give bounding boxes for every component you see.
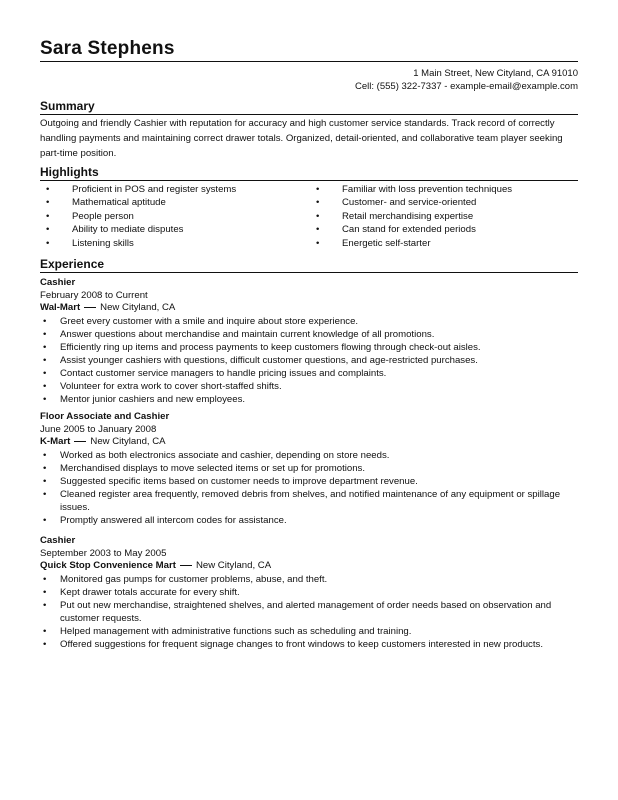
highlight-item: • Proficient in POS and register systems	[44, 183, 236, 196]
duty-item: • Cleaned register area frequently, removed debris from shelves, and notified maintenance of any equipment or spillage issues.	[40, 488, 585, 514]
duty-item: • Kept drawer totals accurate for every shift.	[40, 586, 585, 599]
dash-separator	[74, 441, 86, 442]
duty-item: • Worked as both electronics associate and cashier, depending on store needs.	[40, 449, 585, 462]
highlight-item: • Retail merchandising expertise	[314, 210, 512, 223]
highlight-item: • People person	[44, 210, 236, 223]
candidate-name: Sara Stephens	[40, 38, 175, 59]
job-location: New Cityland, CA	[90, 436, 166, 448]
duty-item: • Assist younger cashiers with questions, difficult customer questions, and age-restricted purchases.	[40, 354, 585, 367]
contact-address: 1 Main Street, New Cityland, CA 91010	[413, 68, 578, 79]
duty-item: • Suggested specific items based on customer needs to improve department revenue.	[40, 475, 585, 488]
duty-item: • Volunteer for extra work to cover short-staffed shifts.	[40, 380, 585, 393]
duty-item: • Mentor junior cashiers and new employees.	[40, 393, 585, 406]
duty-item: • Offered suggestions for frequent signage changes to front windows to keep customers interested in new products.	[40, 638, 585, 651]
job-duties	[40, 315, 585, 406]
job-dates: September 2003 to May 2005	[40, 547, 167, 559]
job-title: Cashier	[40, 277, 76, 288]
duty-item: • Promptly answered all intercom codes for assistance.	[40, 514, 585, 527]
highlight-item: • Ability to mediate disputes	[44, 223, 236, 236]
job-dates: June 2005 to January 2008	[40, 423, 157, 435]
duty-item: • Helped management with administrative functions such as scheduling and training.	[40, 625, 585, 638]
duty-item: • Greet every customer with a smile and inquire about store experience.	[40, 315, 585, 328]
highlights-rule	[40, 180, 578, 181]
highlight-item: • Can stand for extended periods	[314, 223, 512, 236]
highlights-heading: Highlights	[40, 165, 99, 179]
job-entry	[40, 411, 585, 527]
job-title: Floor Associate and Cashier	[40, 411, 170, 422]
duty-item: • Efficiently ring up items and process payments to keep customers flowing through check-out aisles.	[40, 341, 585, 354]
job-company-line	[40, 436, 585, 449]
experience-heading: Experience	[40, 257, 105, 271]
highlights-left-list	[44, 183, 236, 250]
job-company-line	[40, 560, 585, 573]
job-company: Wal-Mart	[40, 302, 81, 314]
summary-rule	[40, 114, 578, 115]
summary-text: Outgoing and friendly Cashier with reputation for accuracy and high customer service standards. Track record of correctly handling payments and maintaining correct drawer totals. Organized, detail-oriented, and collaborative team player seeking part-time position.	[40, 118, 563, 159]
job-duties	[40, 449, 585, 527]
job-entry	[40, 535, 585, 651]
job-duties	[40, 573, 585, 651]
job-location: New Cityland, CA	[195, 560, 272, 572]
job-entry	[40, 277, 585, 406]
highlight-item: • Energetic self-starter	[314, 237, 512, 250]
highlight-item: • Listening skills	[44, 237, 236, 250]
experience-rule	[40, 272, 578, 273]
job-title: Cashier	[40, 535, 76, 546]
job-company-line	[40, 302, 585, 315]
duty-item: • Monitored gas pumps for customer problems, abuse, and theft.	[40, 573, 585, 586]
highlights-right-list	[314, 183, 512, 250]
duty-item: • Contact customer service managers to handle pricing issues and complaints.	[40, 367, 585, 380]
duty-item: • Put out new merchandise, straightened shelves, and alerted management of order needs based on observation and customer requests.	[40, 599, 585, 625]
highlight-item: • Customer- and service-oriented	[314, 196, 512, 209]
highlight-item: • Familiar with loss prevention techniques	[314, 183, 512, 196]
contact-cell-email: Cell: (555) 322-7337 - example-email@example.com	[355, 81, 578, 92]
summary-heading: Summary	[40, 99, 95, 113]
duty-item: • Answer questions about merchandise and maintain current knowledge of all promotions.	[40, 328, 585, 341]
header-rule	[40, 61, 578, 62]
job-company: K-Mart	[40, 436, 71, 448]
job-company: Quick Stop Convenience Mart	[40, 560, 176, 572]
dash-separator	[84, 307, 96, 308]
job-location: New Cityland, CA	[100, 302, 176, 314]
duty-item: • Merchandised displays to move selected items or set up for promotions.	[40, 462, 585, 475]
dash-separator	[180, 565, 192, 566]
job-dates: February 2008 to Current	[40, 289, 148, 301]
highlight-item: • Mathematical aptitude	[44, 196, 236, 209]
